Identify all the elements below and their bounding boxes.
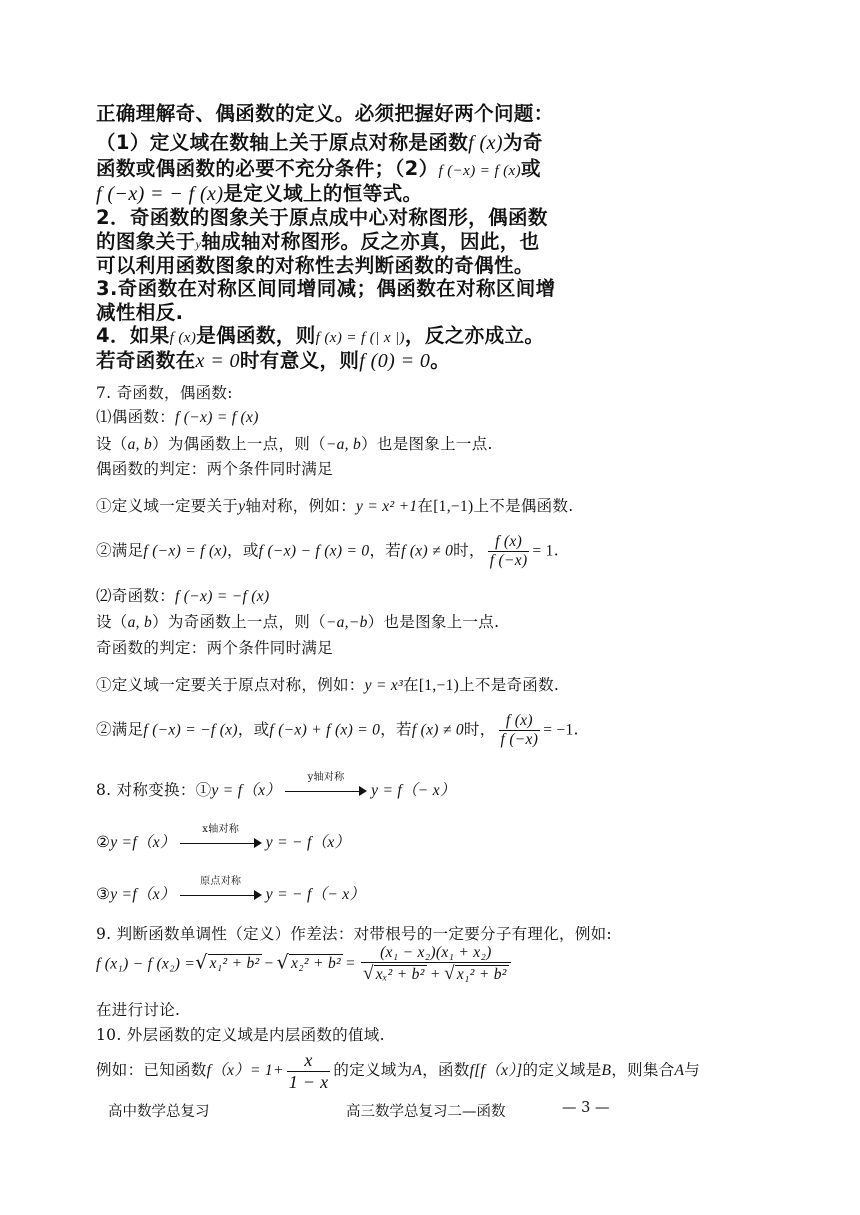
- arrow-label: x轴对称: [202, 824, 240, 835]
- numerator: x: [287, 1050, 331, 1072]
- odd-function-definition: [96, 584, 269, 606]
- even-function-judgement: [96, 457, 333, 479]
- text: ②满足: [96, 720, 144, 739]
- math: f (x) ≠ 0: [411, 721, 464, 739]
- math: +: [430, 965, 440, 983]
- text: ，若: [380, 720, 412, 739]
- text: ，或: [227, 541, 259, 560]
- text: 奇函数的判定：两个条件同时满足: [96, 639, 334, 657]
- section-9-heading: [96, 922, 612, 944]
- math: A: [674, 1062, 685, 1080]
- text: ②: [96, 833, 111, 851]
- math: y = x³: [364, 677, 404, 694]
- symmetry-transform-3: [96, 876, 366, 904]
- math: [1,−1): [418, 677, 460, 694]
- even-condition-1: [96, 494, 574, 516]
- text: 时，: [453, 541, 485, 560]
- arrow-label: y轴对称: [307, 772, 345, 783]
- math: f (−x) − f (x) = 0: [258, 542, 370, 560]
- text: 的定义域是: [522, 1061, 602, 1080]
- rationalized-fraction: [361, 944, 511, 985]
- math: −a,−b: [325, 614, 368, 631]
- text: 2．奇函数的图象关于原点成中心对称图形，偶函数: [96, 206, 548, 229]
- math: f (−x) = −f (x): [143, 721, 238, 739]
- math: −a, b: [325, 436, 362, 453]
- text: ，则集合: [611, 1061, 675, 1080]
- section-10-heading: [96, 1023, 385, 1045]
- text: 函数或偶函数的必要不充分条件；（2）: [96, 157, 439, 180]
- math: f (−x) = − f (x): [96, 183, 224, 205]
- text: ）为奇函数上一点，则（: [152, 613, 326, 631]
- math: f[f（x）]: [469, 1062, 523, 1080]
- text: 在: [417, 497, 434, 515]
- text: ，或: [237, 720, 270, 739]
- text: 时，: [463, 720, 496, 739]
- denominator: [361, 963, 511, 985]
- text: ①定义域一定要关于: [96, 497, 239, 515]
- arrow-head-icon: [359, 786, 367, 796]
- sqrt-sign-icon: √: [276, 951, 290, 974]
- page-number: — 3 —: [562, 1100, 610, 1116]
- math: y = f（x）: [211, 782, 282, 799]
- math: y: [195, 237, 202, 251]
- symmetry-transform-1: [96, 772, 456, 800]
- transform-arrow: [180, 824, 262, 852]
- math: y: [238, 498, 246, 515]
- denominator: f (−x): [489, 551, 528, 569]
- text: 的定义域为: [333, 1061, 413, 1080]
- math: = −1: [543, 721, 574, 739]
- intro-line-11: [96, 345, 450, 373]
- math: f (x): [169, 330, 197, 346]
- text: 轴成轴对称图形。反之亦真，因此，也: [201, 230, 540, 253]
- math: [1,−1): [433, 498, 474, 515]
- transform-arrow: [180, 876, 262, 904]
- text: ，若: [369, 541, 402, 560]
- odd-condition-1: [96, 673, 559, 695]
- sqrt-sign-icon: √: [195, 951, 208, 974]
- text: ⑵奇函数：: [96, 587, 176, 605]
- text: 轴对称，例如：: [245, 497, 356, 515]
- odd-condition-2: [96, 712, 579, 749]
- math: y = − f（− x）: [265, 886, 366, 903]
- text: 可以利用函数图象的对称性去判断函数的奇偶性。: [96, 254, 534, 277]
- text: 8. 对称变换：①: [96, 781, 212, 799]
- text: （1）定义域在数轴上关于原点对称是函数: [96, 131, 469, 154]
- text: 是定义域上的恒等式。: [223, 182, 423, 205]
- text: 偶函数的判定：两个条件同时满足: [96, 460, 334, 478]
- text: ）也是图象上一点.: [361, 435, 493, 453]
- section-9-tail: [96, 998, 180, 1020]
- math: f (−x) = f (x): [438, 163, 522, 179]
- intro-line-2: [96, 127, 543, 155]
- intro-line-1: [96, 98, 554, 126]
- text: 设（: [96, 435, 128, 453]
- rationalize-example: [96, 944, 514, 985]
- math: f (−x) = −f (x): [175, 588, 270, 605]
- numerator: f (x): [488, 533, 530, 552]
- text: ⑴偶函数：: [96, 408, 176, 426]
- footer-left: 高中数学总复习: [108, 1104, 210, 1120]
- even-function-point: [96, 432, 493, 454]
- text: ）也是图象上一点.: [367, 613, 500, 631]
- odd-function-judgement: [96, 636, 333, 658]
- math: y =f（x）: [110, 886, 176, 903]
- text: .: [553, 541, 559, 560]
- text: 正确理解奇、偶函数的定义。必须把握好两个问题：: [96, 102, 554, 125]
- example-fraction: [287, 1050, 331, 1092]
- numerator: (x₁ − x₂)(x₁ + x₂): [361, 944, 511, 963]
- radicand: xₓ² + b²: [375, 965, 425, 983]
- text: 减性相反.: [96, 301, 184, 324]
- transform-arrow: [285, 772, 367, 800]
- math: f (x₁) − f (x₂) =: [96, 955, 196, 973]
- math: =: [345, 955, 355, 973]
- radicand: x₁² + b²: [456, 965, 507, 983]
- math: f (−x) = f (x): [143, 542, 228, 560]
- text: 例如：已知函数: [96, 1061, 207, 1080]
- text: 7. 奇函数，偶函数:: [96, 384, 233, 402]
- text: ，函数: [422, 1061, 470, 1080]
- radicand: x₁² + b²: [209, 955, 260, 973]
- arrow-line: [285, 791, 361, 792]
- math: = 1: [532, 542, 554, 560]
- math: f (x) ≠ 0: [401, 542, 454, 560]
- text: 。: [430, 349, 451, 372]
- math: y = − f（x）: [265, 834, 351, 851]
- numerator: f (x): [499, 712, 541, 731]
- arrow-line: [180, 895, 256, 896]
- text: 时有意义，则: [239, 349, 360, 372]
- radicand: x₂² + b²: [291, 955, 341, 973]
- intro-line-10: [96, 320, 544, 348]
- text: 若奇函数在: [96, 349, 196, 372]
- denominator: 1 − x: [288, 1071, 329, 1092]
- text: 在进行讨论.: [96, 1001, 181, 1019]
- even-function-definition: [96, 405, 259, 427]
- text: .: [573, 720, 579, 739]
- math: −: [264, 955, 274, 973]
- text: 或: [521, 157, 541, 180]
- text: 上不是奇函数.: [459, 676, 560, 694]
- math: f (x): [468, 132, 503, 154]
- text: ②满足: [96, 541, 144, 560]
- math: y = x² +1: [356, 498, 418, 515]
- even-condition-2: [96, 533, 559, 570]
- text: ①定义域一定要关于原点对称，例如：: [96, 676, 365, 694]
- section-7-heading: [96, 381, 233, 403]
- odd-function-point: [96, 610, 499, 632]
- math: y =f（x）: [110, 834, 176, 851]
- arrow-line: [180, 843, 256, 844]
- math: a, b: [127, 436, 153, 453]
- denominator: f (−x): [500, 730, 539, 748]
- math: B: [601, 1062, 612, 1080]
- even-ratio-fraction: [488, 533, 530, 570]
- arrow-head-icon: [254, 890, 262, 900]
- intro-line-3: [96, 153, 541, 181]
- text: 在: [403, 676, 419, 694]
- text: ）为偶函数上一点，则（: [152, 435, 326, 453]
- footer-center: 高三数学总复习二—函数: [346, 1104, 506, 1120]
- text: 设（: [96, 613, 128, 631]
- text: 4．如果: [96, 324, 170, 347]
- text: 9. 判断函数单调性（定义）作差法：对带根号的一定要分子有理化，例如:: [96, 925, 612, 943]
- math: x = 0: [195, 350, 240, 372]
- math: f (0) = 0: [359, 350, 431, 372]
- arrow-label: 原点对称: [200, 876, 242, 887]
- text: 与: [684, 1061, 701, 1080]
- text: 的图象关于: [96, 230, 196, 253]
- math: f（x）= 1+: [206, 1062, 284, 1080]
- sqrt-sign-icon: √: [362, 962, 374, 984]
- text: ③: [96, 885, 111, 903]
- sqrt-sign-icon: √: [444, 962, 455, 984]
- math: a, b: [127, 614, 153, 631]
- math: y = f（− x）: [371, 782, 456, 799]
- arrow-head-icon: [254, 838, 262, 848]
- math: f (−x) = f (x): [175, 409, 259, 426]
- text: 上不是偶函数.: [473, 497, 574, 515]
- text: 10. 外层函数的定义域是内层函数的值域.: [96, 1026, 385, 1044]
- text: 为奇: [502, 131, 543, 154]
- section-10-example: [96, 1050, 700, 1092]
- odd-ratio-fraction: [499, 712, 541, 749]
- text: 是偶函数，则: [196, 324, 316, 347]
- math: f (x) = f (| x |): [315, 330, 405, 346]
- symmetry-transform-2: [96, 824, 351, 852]
- text: 3.奇函数在对称区间同增同减；偶函数在对称区间增: [96, 277, 556, 300]
- math: f (−x) + f (x) = 0: [269, 721, 381, 739]
- text: ，反之亦成立。: [404, 324, 545, 347]
- math: A: [412, 1062, 423, 1080]
